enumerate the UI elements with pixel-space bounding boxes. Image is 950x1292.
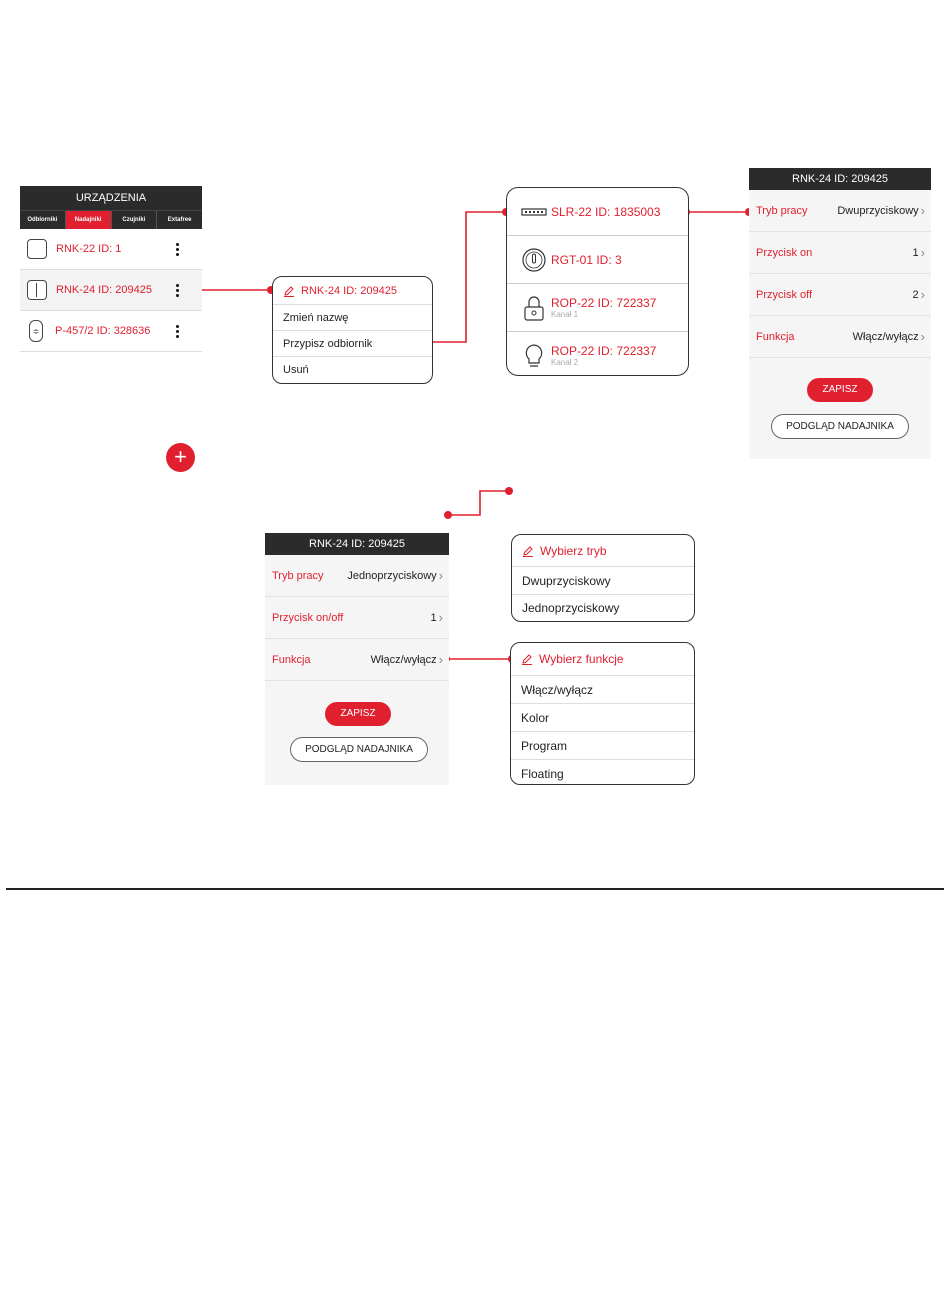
save-button[interactable]: ZAPISZ — [325, 702, 391, 726]
chevron-right-icon: › — [438, 568, 443, 583]
receiver-item[interactable] — [507, 236, 688, 284]
setting-label: Przycisk on/off — [272, 611, 344, 624]
device-row[interactable] — [20, 229, 202, 270]
device-name: P-457/2 ID: 328636 — [55, 325, 151, 337]
transmitter-settings-screen — [265, 533, 449, 785]
setting-value: 2 — [912, 288, 919, 301]
preview-transmitter-button[interactable]: PODGLĄD NADAJNIKA — [771, 414, 909, 439]
receiver-name: RGT-01 ID: 3 — [551, 252, 622, 267]
channel-label: Kanał 1 — [551, 310, 579, 319]
tab-extafree[interactable]: Extafree — [167, 217, 192, 223]
led-strip-icon — [521, 199, 547, 225]
setting-label: Tryb pracy — [756, 204, 808, 217]
setting-value: 1 — [430, 611, 437, 624]
device-row[interactable] — [20, 311, 202, 352]
kebab-menu-icon[interactable] — [170, 243, 184, 256]
tab-nadajniki[interactable]: Nadajniki — [66, 211, 112, 229]
setting-value: Jednoprzyciskowy — [347, 569, 437, 582]
chevron-right-icon: › — [438, 610, 443, 625]
page-divider — [6, 888, 944, 890]
menu-item-delete[interactable]: Usuń — [283, 363, 309, 376]
receiver-name: SLR-22 ID: 1835003 — [551, 204, 661, 219]
tab-czujniki[interactable]: Czujniki — [112, 211, 158, 229]
setting-row-mode[interactable] — [265, 555, 449, 597]
settings-title: RNK-24 ID: 209425 — [265, 533, 449, 555]
transmitter-settings-screen — [749, 168, 931, 459]
remote-icon: ≑ — [29, 320, 43, 342]
thermostat-icon — [521, 247, 547, 273]
setting-value: Włącz/wyłącz — [852, 330, 919, 343]
connector-dot — [444, 511, 452, 519]
connector-dot — [505, 487, 513, 495]
context-menu-title: RNK-24 ID: 209425 — [301, 284, 397, 297]
setting-label: Tryb pracy — [272, 569, 324, 582]
device-row[interactable] — [20, 270, 202, 311]
kebab-menu-icon[interactable] — [170, 325, 184, 338]
mode-picker-title: Wybierz tryb — [540, 543, 607, 558]
function-option[interactable]: Kolor — [511, 704, 694, 732]
receiver-name: ROP-22 ID: 722337 — [551, 344, 657, 358]
single-switch-icon — [27, 239, 47, 259]
function-option[interactable]: Floating — [521, 766, 564, 781]
setting-row-button-on[interactable] — [749, 232, 931, 274]
receiver-item[interactable] — [507, 332, 688, 376]
menu-item-rename[interactable]: Zmień nazwę — [273, 305, 432, 331]
preview-transmitter-button[interactable]: PODGLĄD NADAJNIKA — [290, 737, 428, 762]
setting-value: Włącz/wyłącz — [370, 653, 437, 666]
device-tabs — [20, 210, 202, 229]
setting-value: Dwuprzyciskowy — [837, 204, 919, 217]
double-switch-icon — [27, 280, 47, 300]
lock-icon — [521, 295, 547, 321]
setting-value: 1 — [912, 246, 919, 259]
receiver-item[interactable] — [507, 284, 688, 332]
function-option[interactable]: Program — [511, 732, 694, 760]
chevron-right-icon: › — [920, 203, 925, 218]
chevron-right-icon: › — [920, 329, 925, 344]
setting-row-button-off[interactable] — [749, 274, 931, 316]
setting-label: Przycisk on — [756, 246, 813, 259]
setting-label: Przycisk off — [756, 288, 813, 301]
add-device-button[interactable]: + — [166, 443, 195, 472]
mode-option[interactable]: Dwuprzyciskowy — [512, 567, 694, 595]
function-picker-title: Wybierz funkcje — [539, 652, 624, 666]
menu-item-assign-receiver[interactable]: Przypisz odbiornik — [273, 331, 432, 357]
receiver-item[interactable] — [507, 188, 688, 236]
pencil-icon — [521, 653, 533, 665]
receiver-list — [506, 187, 689, 376]
pencil-icon — [283, 285, 295, 297]
mode-picker-header — [512, 535, 694, 567]
mode-picker — [511, 534, 695, 622]
devices-title: URZĄDZENIA — [20, 186, 202, 210]
settings-title: RNK-24 ID: 209425 — [749, 168, 931, 190]
setting-row-function[interactable] — [265, 639, 449, 681]
setting-label: Funkcja — [272, 653, 311, 666]
context-menu — [272, 276, 433, 384]
setting-label: Funkcja — [756, 330, 795, 343]
mode-option[interactable]: Jednoprzyciskowy — [522, 601, 620, 615]
save-button[interactable]: ZAPISZ — [807, 378, 873, 402]
pencil-icon — [522, 545, 534, 557]
function-option[interactable]: Włącz/wyłącz — [511, 676, 694, 704]
chevron-right-icon: › — [438, 652, 443, 667]
setting-row-button-onoff[interactable] — [265, 597, 449, 639]
devices-screen — [20, 186, 202, 352]
function-picker-header — [511, 643, 694, 676]
tab-odbiorniki[interactable]: Odbiorniki — [20, 211, 66, 229]
receiver-name: ROP-22 ID: 722337 — [551, 296, 657, 310]
setting-row-function[interactable] — [749, 316, 931, 358]
bulb-icon — [521, 343, 547, 369]
device-name: RNK-22 ID: 1 — [56, 243, 122, 255]
function-picker — [510, 642, 695, 785]
chevron-right-icon: › — [920, 245, 925, 260]
setting-row-mode[interactable] — [749, 190, 931, 232]
kebab-menu-icon[interactable] — [170, 284, 184, 297]
device-name: RNK-24 ID: 209425 — [56, 284, 152, 296]
context-menu-header — [273, 277, 432, 305]
chevron-right-icon: › — [920, 287, 925, 302]
channel-label: Kanał 2 — [551, 358, 579, 367]
